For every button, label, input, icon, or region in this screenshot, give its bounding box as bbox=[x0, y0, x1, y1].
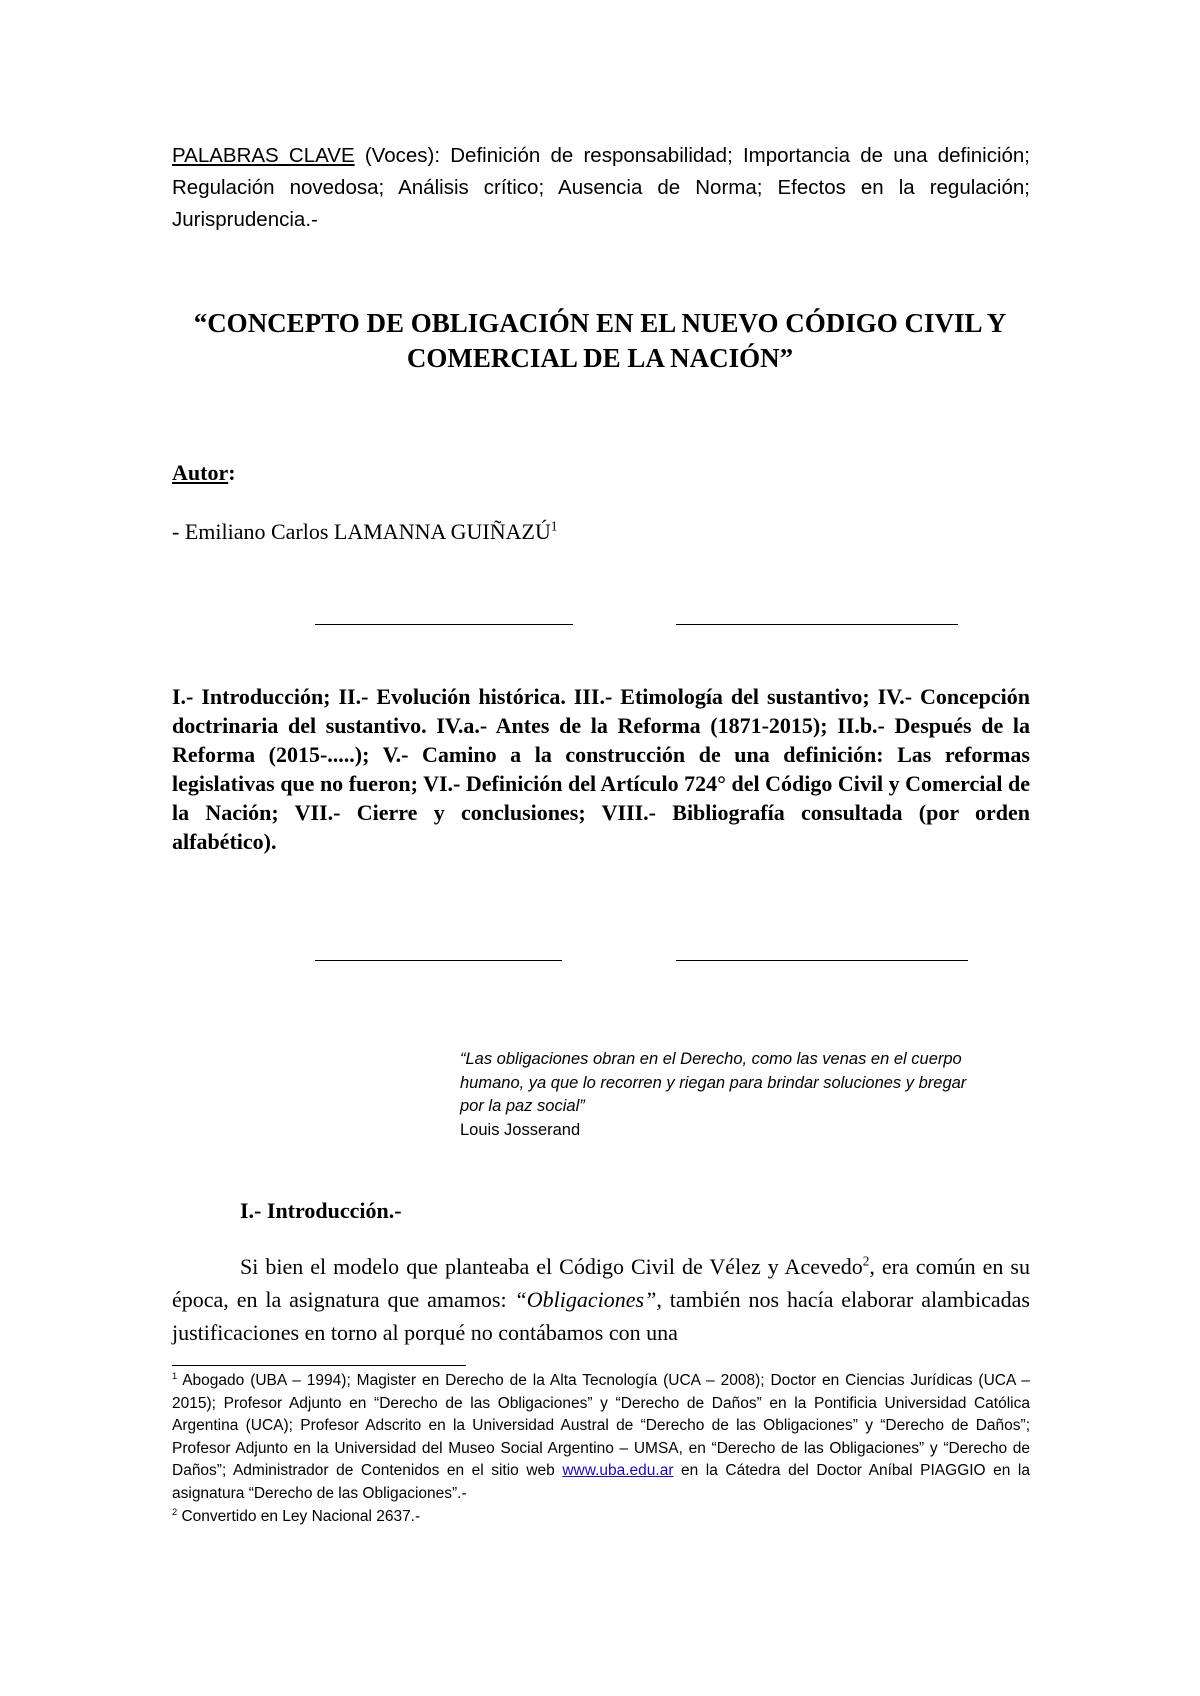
separator-rule-left-1 bbox=[315, 624, 573, 625]
section-heading-introduction: I.- Introducción.- bbox=[240, 1198, 402, 1223]
epigraph-attribution: Louis Josserand bbox=[460, 1120, 581, 1139]
intro-text-c: , también nos hacía elaborar alambicadas justificaciones en torno al porqué no contábamos con una bbox=[172, 1287, 1030, 1345]
footnote-ref-2[interactable]: 2 bbox=[862, 1253, 870, 1269]
title-line-2: COMERCIAL DE LA NACIÓN” bbox=[406, 343, 794, 373]
keywords-text: (Voces): Definición de responsabilidad; Importancia de una definición; Regulación novedosa; Análisis crítico; Ausencia de Norma; Efectos en la regulación; Jurisprudencia.- bbox=[172, 144, 1031, 231]
table-of-contents: I.- Introducción; II.- Evolución histórica. III.- Etimología del sustantivo; IV.- Concepción doctrinaria del sustantivo. IV.a.- Antes de la Reforma (1871-2015); II.b.- Después de la Reforma (2015-.....); V.- Camino a la construcción de una definición: Las reformas legislativas que no fueron; VI.- Definición del Artículo 724° del Código Civil y Comercial de la Nación; VII.- Cierre y conclusiones; VIII.- Bibliografía consultada (por orden alfabético). bbox=[172, 684, 1030, 854]
introduction-paragraph bbox=[172, 1250, 1030, 1349]
footnote-ref-1[interactable]: 1 bbox=[550, 518, 558, 534]
footnote-separator bbox=[172, 1365, 466, 1366]
separator-rule-right-2 bbox=[676, 960, 968, 961]
author-heading-colon: : bbox=[228, 460, 236, 485]
footnote-1-text-b: en la Cátedra del Doctor Aníbal PIAGGIO en la asignatura “Derecho de las Obligaciones”.- bbox=[172, 1462, 1030, 1502]
author-heading-label: Autor bbox=[172, 460, 229, 485]
footnote-2-number: 2 bbox=[172, 1506, 178, 1517]
footnote-2-text: Convertido en Ley Nacional 2637.- bbox=[177, 1507, 421, 1525]
author-name-line bbox=[172, 517, 557, 547]
document-title bbox=[150, 306, 1050, 376]
author-heading bbox=[172, 458, 236, 488]
author-name: - Emiliano Carlos LAMANNA GUIÑAZÚ bbox=[172, 519, 551, 544]
footnote-1-link[interactable]: www.uba.edu.ar bbox=[562, 1462, 674, 1480]
footnote-1-number: 1 bbox=[172, 1370, 178, 1381]
epigraph-quote: “Las obligaciones obran en el Derecho, como las venas en el cuerpo humano, ya que lo recorren y riegan para brindar soluciones y bregar por la paz social” bbox=[460, 1050, 967, 1115]
keywords-paragraph bbox=[172, 140, 1030, 236]
intro-text-a: Si bien el modelo que planteaba el Código Civil de Vélez y Acevedo bbox=[240, 1254, 863, 1279]
keywords-label: PALABRAS CLAVE bbox=[172, 144, 355, 167]
footnotes bbox=[172, 1370, 1030, 1528]
intro-text-b: , era común en su época, en la asignatura que amamos: bbox=[172, 1254, 1030, 1312]
epigraph bbox=[460, 1048, 980, 1142]
footnote-1 bbox=[172, 1370, 1030, 1506]
separator-rule-right-1 bbox=[676, 624, 958, 625]
title-line-1: “CONCEPTO DE OBLIGACIÓN EN EL NUEVO CÓDIGO CIVIL Y bbox=[193, 308, 1007, 338]
footnote-2 bbox=[172, 1506, 1030, 1529]
footnote-1-text-a: Abogado (UBA – 1994); Magister en Derecho de la Alta Tecnología (UCA – 2008); Doctor en Ciencias Jurídicas (UCA – 2015); Profesor Adjunto en “Derecho de las Obligaciones” y “Derecho de Daños” en la Pontificia Universidad Católica Argentina (UCA); Profesor Adscrito en la Universidad Austral de “Derecho de las Obligaciones” y “Derecho de Daños”; Profesor Adjunto en la Universidad del Museo Social Argentino – UMSA, en “Derecho de las Obligaciones” y “Derecho de Daños”; Administrador de Contenidos en el sitio web bbox=[172, 1372, 1030, 1480]
intro-italic-term: “Obligaciones” bbox=[514, 1287, 657, 1312]
separator-rule-left-2 bbox=[315, 960, 562, 961]
